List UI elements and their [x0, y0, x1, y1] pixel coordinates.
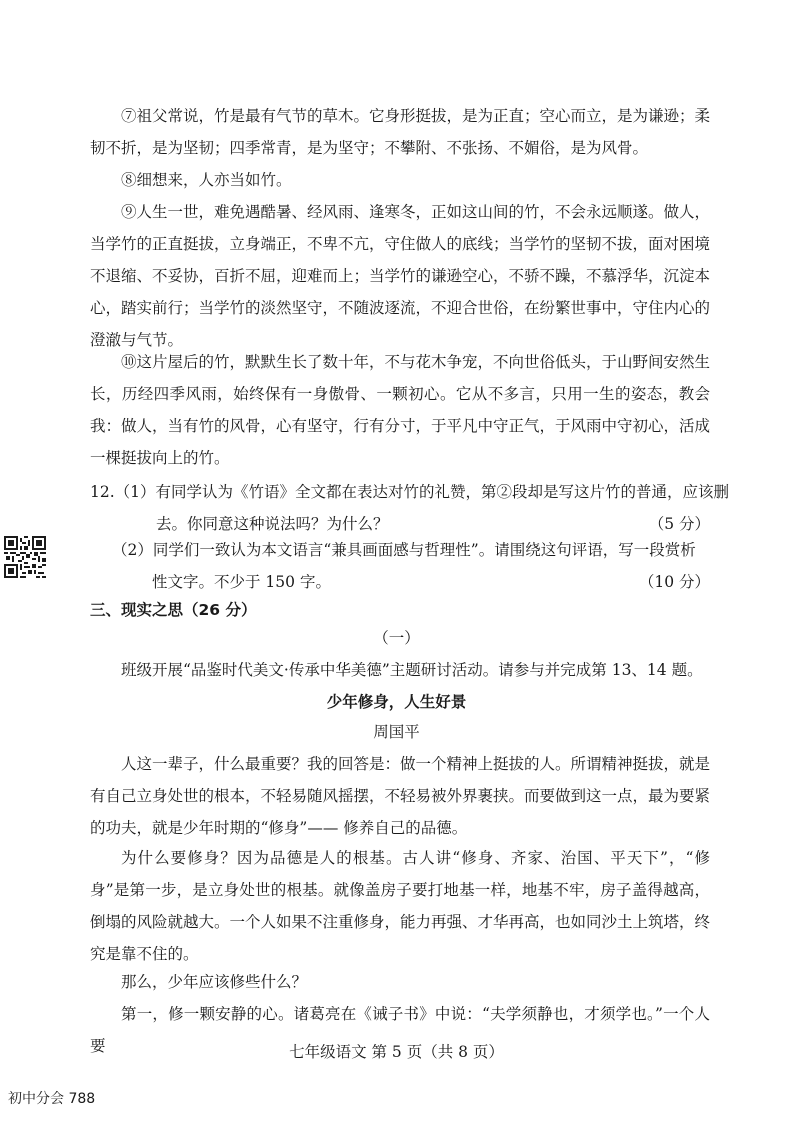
article-title: 少年修身，人生好景: [326, 693, 467, 711]
article-author: 周国平: [373, 723, 420, 741]
question-12-2-points: （10 分）: [638, 573, 710, 591]
question-12-1-text-1: 12.（1）有同学认为《竹语》全文都在表达对竹的礼赞，第②段却是写这片竹的普通，应该删: [90, 483, 730, 501]
article-paragraph-1: 人这一辈子，什么最重要？我的回答是：做一个精神上挺拔的人。所谓精神挺拔，就是有自己立身处世的根本，不轻易随风摇摆，不轻易被外界裹挟。而要做到这一点，最为要紧的功夫，就是少年时期的“修身”—— 修养自己的品德。: [90, 755, 711, 837]
question-12-2-text-1: （2）同学们一致认为本文语言“兼具画面感与哲理性”。请围绕这句评语，写一段赏析: [112, 541, 696, 559]
section-3-title: 三、现实之思（26 分）: [90, 601, 257, 619]
page-footer: 七年级语文 第 5 页（共 8 页）: [289, 1043, 504, 1061]
article-paragraph-4: 第一，修一颗安静的心。诸葛亮在《诫子书》中说：“夫学须静也，才须学也。”一个人要: [90, 1005, 710, 1055]
question-12-2-line-1: [112, 534, 710, 566]
question-12-1-line-1: [90, 476, 730, 508]
question-12-2-text-2: 性文字。不少于 150 字。: [152, 573, 331, 591]
question-12-1-text-2: 去。你同意这种说法吗？为什么？: [156, 515, 389, 533]
article-paragraph-2: 为什么要修身？因为品德是人的根基。古人讲“修身、齐家、治国、平天下”，“修身”是第一步，是立身处世的根基。就像盖房子要打地基一样，地基不牢，房子盖得越高，倒塌的风险就越大。一个人如果不注重修身，能力再强、才华再高，也如同沙土上筑塔，终究是靠不住的。: [90, 849, 711, 963]
paragraph-10: ⑩这片屋后的竹，默默生长了数十年，不与花木争宠，不向世俗低头，于山野间安然生长，历经四季风雨，始终保有一身傲骨、一颗初心。它从不多言，只用一生的姿态，教会我：做人，当有竹的风骨，心有坚守，行有分寸，于平凡中守正气，于风雨中守初心，活成一棵挺拔向上的竹。: [90, 353, 711, 467]
qr-code-icon: [4, 536, 46, 578]
article-paragraph-3: 那么，少年应该修些什么？: [121, 973, 308, 991]
question-12-1-points: （5 分）: [648, 515, 710, 533]
paragraph-9: ⑨人生一世，难免遇酷暑、经风雨、逢寒冬，正如这山间的竹，不会永远顺遂。做人，当学竹的正直挺拔，立身端正，不卑不亢，守住做人的底线；当学竹的坚韧不拔，面对困境不退缩、不妥协，百折不屈，迎难而上；当学竹的谦逊空心，不骄不躁，不慕浮华，沉淀本心，踏实前行；当学竹的淡然坚守，不随波逐流，不迎合世俗，在纷繁世事中，守住内心的澄澈与气节。: [90, 203, 711, 349]
corner-label: 初中分会 788: [8, 1091, 96, 1107]
section-3-subtitle: （一）: [373, 629, 420, 647]
question-12-2: [112, 534, 710, 598]
paragraph-8: ⑧细想来，人亦当如竹。: [121, 171, 292, 189]
question-12-1: [90, 476, 730, 540]
paragraph-7: ⑦祖父常说，竹是最有气节的草木。它身形挺拔，是为正直；空心而立，是为谦逊；柔韧不折，是为坚韧；四季常青，是为坚守；不攀附、不张扬、不媚俗，是为风骨。: [90, 107, 711, 157]
section-3-intro: 班级开展“品鉴时代美文·传承中华美德”主题研讨活动。请参与并完成第 13、14 题。: [121, 661, 703, 679]
